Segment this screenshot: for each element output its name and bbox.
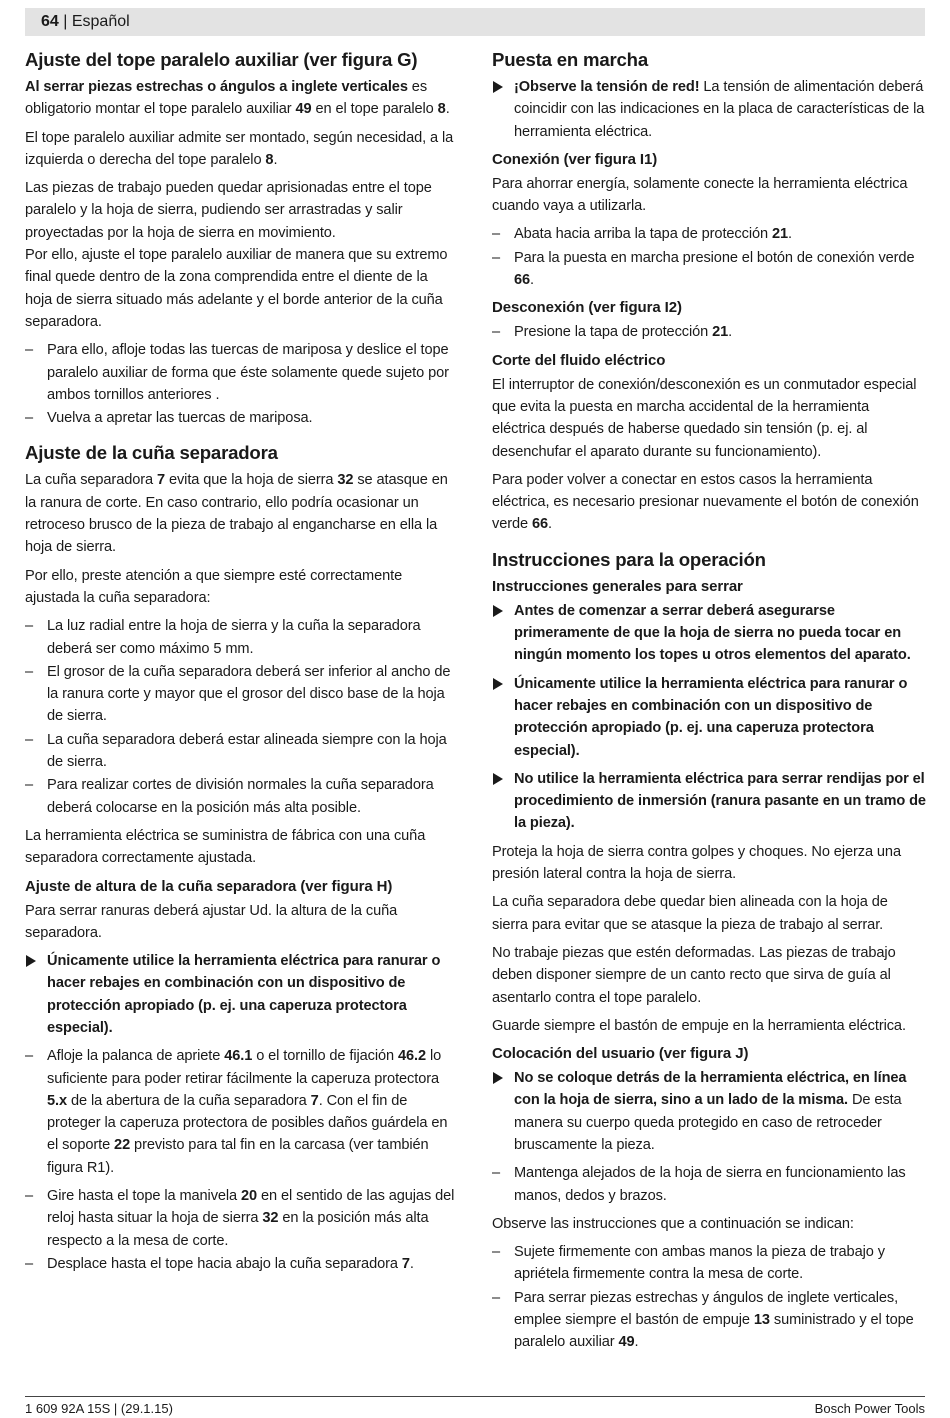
- warning-item: Únicamente utilice la herramienta eléctrica para ranurar o hacer rebajes en combinación con un dispositivo de protección apropiado (p. ej. una caperuza protectora especial).: [492, 673, 926, 762]
- paragraph: La cuña separadora 7 evita que la hoja de sierra 32 se atasque en la ranura de corte. En caso contrario, ello podría ocasionar un retroceso brusco de la pieza de trabajo al engancharse en ella la hoja de sierra.: [25, 472, 448, 556]
- list-item: – Gire hasta el tope la manivela 20 en el sentido de las agujas del reloj hasta situar la hoja de sierra 32 en la posición más alta respecto a la mesa de corte.: [25, 1185, 457, 1252]
- warning-item: No utilice la herramienta eléctrica para serrar rendijas por el procedimiento de inmersión (ranura pasante en un tramo de la pieza).: [492, 768, 926, 835]
- list-item: – Para la puesta en marcha presione el botón de conexión verde 66.: [492, 247, 926, 292]
- paragraph: Por ello, ajuste el tope paralelo auxiliar de manera que su extremo final quede dentro de la zona comprendida entre el diente de la hoja de sierra situado más adelante y el borde anterior de la cuña separadora.: [25, 247, 448, 330]
- section-title: Instrucciones para la operación: [492, 548, 766, 570]
- list-item: – Para realizar cortes de división normales la cuña separadora deberá colocarse en la posición más alta posible.: [25, 774, 457, 819]
- footer-doc-code: 1 609 92A 15S | (29.1.15): [25, 1401, 173, 1416]
- right-column: [492, 48, 926, 1355]
- warning-item: ¡Observe la tensión de red! La tensión de alimentación deberá coincidir con las indicaciones en la placa de características de la herramienta eléctrica.: [492, 76, 926, 143]
- list-item: – Mantenga alejados de la hoja de sierra en funcionamiento las manos, dedos y brazos.: [492, 1162, 926, 1207]
- warning-item: Únicamente utilice la herramienta eléctrica para ranurar o hacer rebajes en combinación con un dispositivo de protección apropiado (p. ej. una caperuza protectora especial).: [25, 950, 457, 1039]
- list-item: – La cuña separadora deberá estar alineada siempre con la hoja de sierra.: [25, 729, 457, 774]
- triangle-bullet-icon: [493, 81, 503, 93]
- page-header: 64 | Español: [25, 8, 925, 36]
- list-item: – Afloje la palanca de apriete 46.1 o el tornillo de fijación 46.2 lo suficiente para poder retirar fácilmente la caperuza protectora 5.x de la abertura de la cuña separadora 7. Con el fin de proteger la caperuza protectora de posibles daños guárdela en el soporte 22 previsto para tal fin en la carcasa (ver también figura R1).: [25, 1045, 457, 1179]
- list-item: – Para ello, afloje todas las tuercas de mariposa y deslice el tope paralelo auxiliar de forma que éste solamente quede sujeto por ambos tornillos anteriores .: [25, 339, 457, 406]
- footer-divider: [25, 1396, 925, 1397]
- list-item: – Abata hacia arriba la tapa de protección 21.: [492, 223, 926, 245]
- paragraph: Para poder volver a conectar en estos casos la herramienta eléctrica, es necesario presionar nuevamente el botón de conexión verde 66.: [492, 471, 919, 533]
- section-title: Ajuste de la cuña separadora: [25, 442, 278, 464]
- paragraph: El interruptor de conexión/desconexión es un conmutador especial que evita la puesta en marcha accidental de la herramienta eléctrica después de haberse quedado sin tensión (p. ej. al desenchufar el aparato durante su funcionamiento).: [492, 376, 917, 460]
- footer-brand: Bosch Power Tools: [814, 1401, 925, 1416]
- list-item: – La luz radial entre la hoja de sierra y la cuña la separadora deberá ser como máximo 5 mm.: [25, 615, 457, 660]
- triangle-bullet-icon: [493, 678, 503, 690]
- list-item: – Para serrar piezas estrechas y ángulos de inglete verticales, emplee siempre el bastón de empuje 13 suministrado y el tope paralelo auxiliar 49.: [492, 1287, 926, 1354]
- subsection-title: Ajuste de altura de la cuña separadora (ver figura H): [25, 877, 393, 895]
- page-number: 64: [41, 13, 59, 30]
- triangle-bullet-icon: [493, 1072, 503, 1084]
- subsection-title: Instrucciones generales para serrar: [492, 577, 743, 595]
- subsection-title: Conexión (ver figura I1): [492, 150, 658, 168]
- section-title: Puesta en marcha: [492, 49, 648, 70]
- subsection-title: Colocación del usuario (ver figura J): [492, 1045, 749, 1063]
- left-column: [25, 48, 457, 1276]
- paragraph: No trabaje piezas que estén deformadas. Las piezas de trabajo deben disponer siempre de un canto recto que sirva de guía al asentarlo contra el tope paralelo.: [492, 944, 896, 1006]
- subsection-title: Corte del fluido eléctrico: [492, 351, 666, 369]
- paragraph: Proteja la hoja de sierra contra golpes y choques. No ejerza una presión lateral contra la hoja de sierra.: [492, 843, 901, 883]
- paragraph: La cuña separadora debe quedar bien alineada con la hoja de sierra para evitar que se atasque la pieza de trabajo al serrar.: [492, 894, 888, 933]
- paragraph: Las piezas de trabajo pueden quedar aprisionadas entre el tope paralelo y la hoja de sierra, pudiendo ser arrastradas y salir proyectadas por la hoja de sierra en movimiento.: [25, 180, 432, 241]
- paragraph: Para serrar ranuras deberá ajustar Ud. la altura de la cuña separadora.: [25, 902, 398, 941]
- list-item: – Desplace hasta el tope hacia abajo la cuña separadora 7.: [25, 1253, 457, 1275]
- paragraph: Para ahorrar energía, solamente conecte la herramienta eléctrica cuando vaya a utilizarla.: [492, 175, 908, 215]
- list-item: – Presione la tapa de protección 21.: [492, 321, 926, 343]
- section-title: Ajuste del tope paralelo auxiliar (ver figura G): [25, 49, 418, 70]
- warning-item: No se coloque detrás de la herramienta eléctrica, en línea con la hoja de sierra, sino a un lado de la misma. De esta manera su cuerpo queda protegido en caso de retroceder bruscamente la pieza.: [492, 1067, 926, 1156]
- triangle-bullet-icon: [26, 955, 36, 967]
- paragraph: La herramienta eléctrica se suministra de fábrica con una cuña separadora correctamente ajustada.: [25, 827, 426, 867]
- subsection-title: Desconexión (ver figura I2): [492, 299, 682, 317]
- paragraph: Guarde siempre el bastón de empuje en la herramienta eléctrica.: [492, 1017, 906, 1034]
- triangle-bullet-icon: [493, 605, 503, 617]
- paragraph: El tope paralelo auxiliar admite ser montado, según necesidad, a la izquierda o derecha del tope paralelo 8.: [25, 129, 454, 168]
- paragraph: Al serrar piezas estrechas o ángulos a inglete verticales es obligatorio montar el tope paralelo auxiliar 49 en el tope paralelo 8.: [25, 79, 450, 118]
- triangle-bullet-icon: [493, 773, 503, 785]
- warning-item: Antes de comenzar a serrar deberá asegurarse primeramente de que la hoja de sierra no pueda tocar en ningún momento los topes u otros elementos del aparato.: [492, 600, 926, 667]
- paragraph: Observe las instrucciones que a continuación se indican:: [492, 1215, 854, 1232]
- list-item: – Vuelva a apretar las tuercas de mariposa.: [25, 407, 457, 429]
- list-item: – El grosor de la cuña separadora deberá ser inferior al ancho de la ranura corte y mayor que el grosor del disco base de la hoja de sierra.: [25, 661, 457, 728]
- list-item: – Sujete firmemente con ambas manos la pieza de trabajo y apriétela firmemente contra la mesa de corte.: [492, 1241, 926, 1286]
- language-label: Español: [71, 13, 130, 30]
- paragraph: Por ello, preste atención a que siempre esté correctamente ajustada la cuña separadora:: [25, 567, 403, 606]
